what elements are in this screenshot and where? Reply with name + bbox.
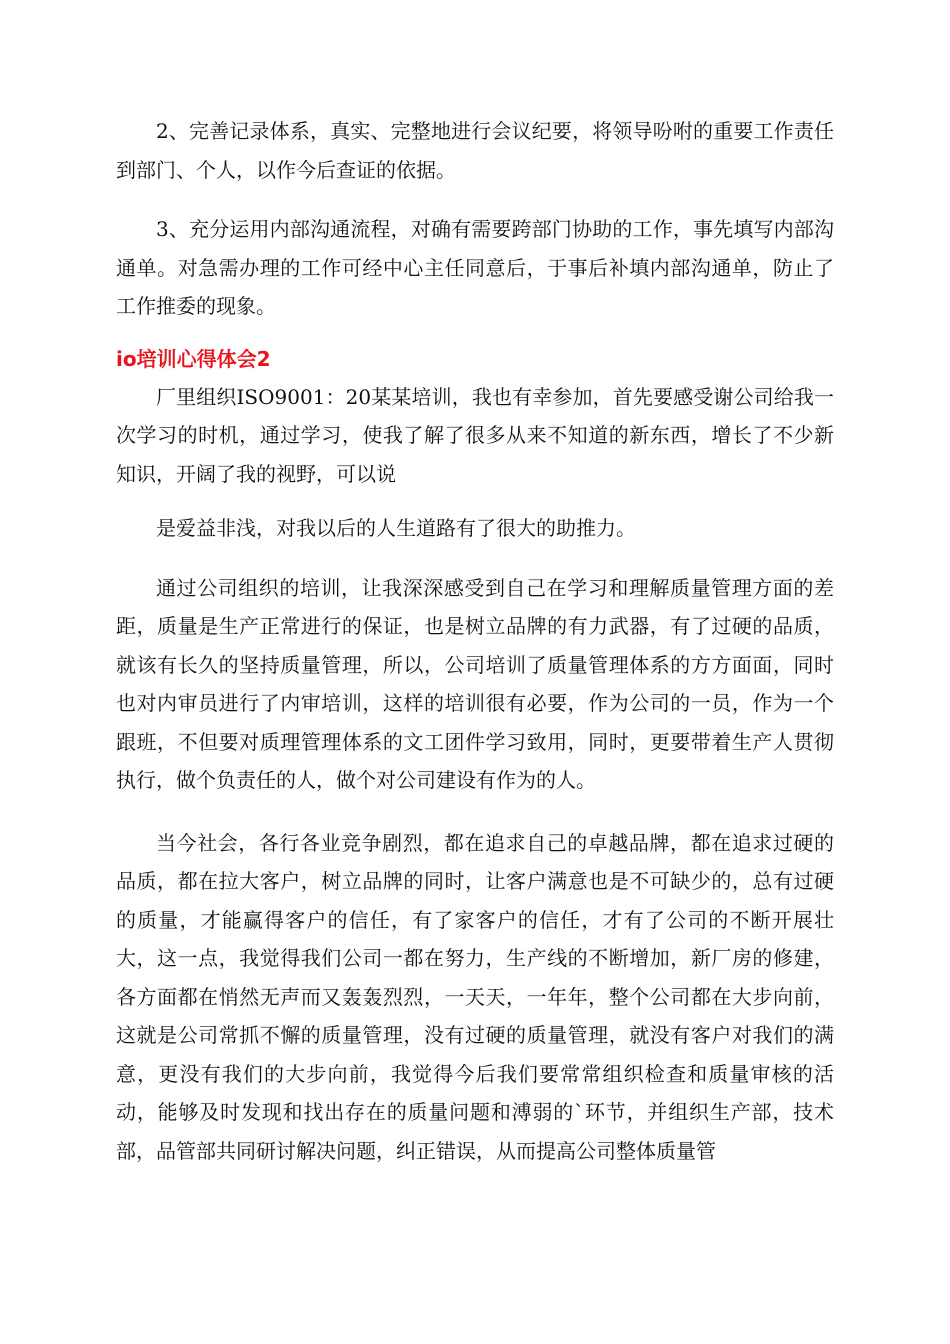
paragraph-item-2: 2、完善记录体系，真实、完整地进行会议纪要，将领导吩咐的重要工作责任到部门、个人，以作今后查证的依据。 [116, 119, 834, 182]
paragraph-item-3: 3、充分运用内部沟通流程，对确有需要跨部门协助的工作，事先填写内部沟通单。对急需办理的工作可经中心主任同意后，于事后补填内部沟通单，防止了工作推委的现象。 [116, 217, 834, 318]
paragraph-training: 通过公司组织的培训，让我深深感受到自己在学习和理解质量管理方面的差距，质量是生产正常进行的保证，也是树立品牌的有力武器，有了过硬的品质，就该有长久的坚持质量管理，所以，公司培训了质量管理体系的方方面面，同时也对内审员进行了内审培训，这样的培训很有必要，作为公司的一员，作为一个跟班，不但要对质理管理体系的文工团件学习致用，同时，更要带着生产人贯彻执行，做个负责任的人，做个对公司建设有作为的人。 [116, 575, 834, 792]
paragraph-intro: 厂里组织ISO9001：20某某培训，我也有幸参加，首先要感受谢公司给我一次学习的时机，通过学习，使我了解了很多从来不知道的新东西，增长了不少新知识，开阔了我的视野，可以说 [116, 384, 834, 486]
document-body [116, 112, 834, 1170]
section-heading: io培训心得体会2 [116, 346, 271, 371]
paragraph-society: 当今社会，各行各业竞争剧烈，都在追求自己的卓越品牌，都在追求过硬的品质，都在拉大客户，树立品牌的同时，让客户满意也是不可缺少的，总有过硬的质量，才能赢得客户的信任，有了家客户的信任，才有了公司的不断开展壮大，这一点，我觉得我们公司一都在努力，生产线的不断增加，新厂房的修建，各方面都在悄然无声而又轰轰烈烈，一天天，一年年，整个公司都在大步向前，这就是公司常抓不懈的质量管理，没有过硬的质量管理，就没有客户对我们的满意，更没有我们的大步向前，我觉得今后我们要常常组织检查和质量审核的活动，能够及时发现和找出存在的质量问题和溥弱的`环节，并组织生产部，技术部，品管部共同研讨解决问题，纠正错误，从而提高公司整体质量管 [116, 830, 834, 1163]
paragraph-continuation: 是爱益非浅，对我以后的人生道路有了很大的助推力。 [156, 516, 636, 540]
